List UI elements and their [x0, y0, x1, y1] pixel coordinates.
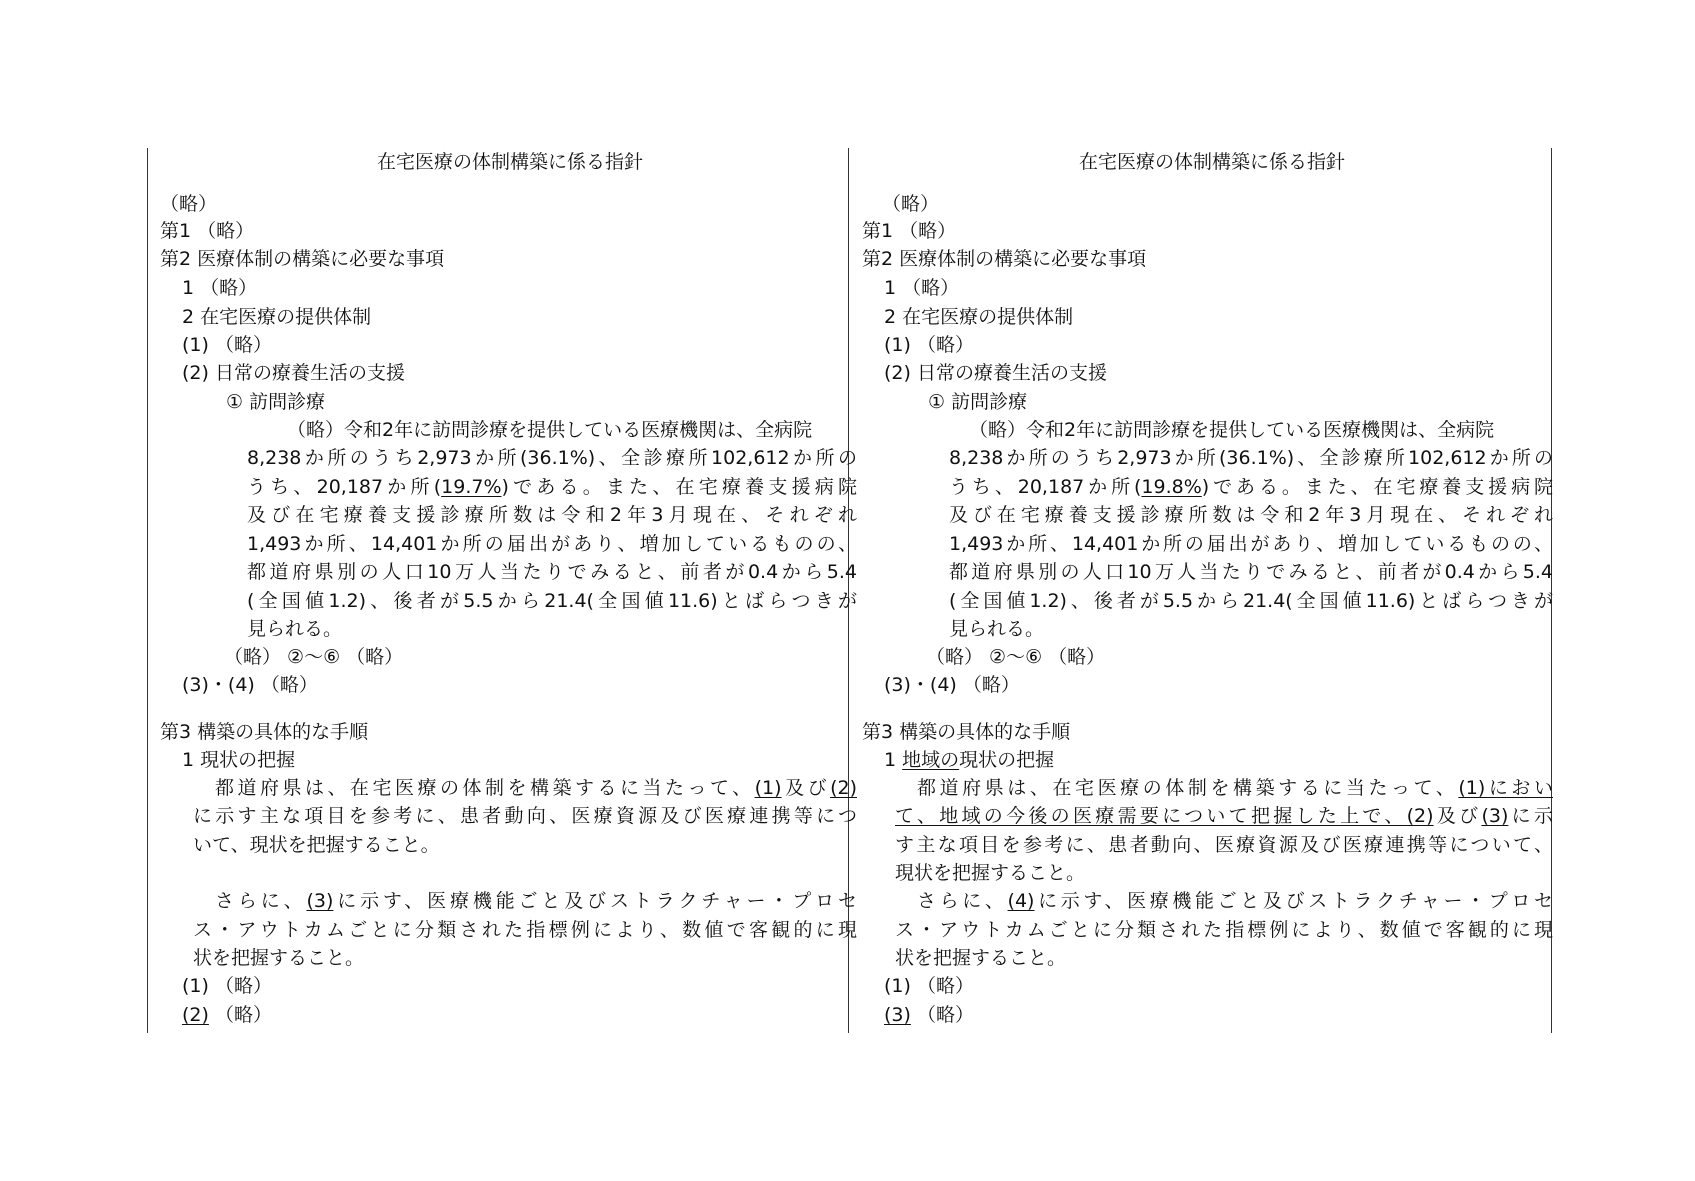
section-1-heading: 第1 （略）	[862, 220, 957, 242]
item-2: (2) 日常の療養生活の支援	[182, 362, 405, 384]
changed-ref: (2)	[1406, 805, 1434, 827]
section-2-heading: 第2 医療体制の構築に必要な事項	[862, 248, 1147, 270]
changed-text: 地域の	[902, 749, 960, 771]
omitted-text: （略）	[160, 193, 218, 215]
subsection-1: 1 （略）	[884, 277, 960, 299]
changed-ref: (3)	[1481, 805, 1509, 827]
paragraph-line: 見られる。	[949, 618, 1045, 640]
changed-ref: (4)	[1007, 890, 1035, 912]
sub-item-1: (1) （略）	[182, 975, 272, 997]
body-line: 状を把握すること。	[193, 947, 365, 969]
changed-value: 19.8%	[1141, 476, 1202, 498]
sub-item-3: (3) （略）	[884, 1004, 974, 1026]
changed-value: 19.7%	[441, 476, 502, 498]
paragraph-line: 1,493か所、14,401か所の届出があり、増加しているものの、	[247, 533, 857, 555]
paragraph-line: 都道府県別の人口10万人当たりでみると、前者が0.4から5.4	[247, 561, 857, 583]
section-1-heading: 第1 （略）	[160, 220, 255, 242]
paragraph-line: （略）令和2年に訪問診療を提供している医療機関は、全病院	[969, 419, 1495, 441]
item-circled-1: ① 訪問診療	[226, 391, 326, 413]
item-2: (2) 日常の療養生活の支援	[884, 362, 1107, 384]
changed-ref: (3)	[306, 890, 334, 912]
omitted-items: （略） ②～⑥ （略）	[224, 646, 404, 668]
paragraph-line: (全国値1.2)、後者が5.5から21.4(全国値11.6)とばらつきが	[949, 590, 1553, 612]
item-1: (1) （略）	[884, 334, 974, 356]
section-3-heading: 第3 構築の具体的な手順	[862, 721, 1071, 743]
paragraph-line: 8,238か所のうち2,973か所(36.1%)、全診療所102,612か所の	[949, 447, 1553, 469]
paragraph-line: 見られる。	[247, 618, 343, 640]
body-line: いて、現状を把握すること。	[193, 834, 440, 856]
paragraph-line: 都道府県別の人口10万人当たりでみると、前者が0.4から5.4	[949, 561, 1553, 583]
sub-item-1: (1) （略）	[884, 975, 974, 997]
changed-ref: (2)	[182, 1004, 209, 1026]
item-3-4: (3)・(4) （略）	[182, 674, 318, 696]
document-title: 在宅医療の体制構築に係る指針	[1078, 151, 1345, 173]
paragraph-line: （略）令和2年に訪問診療を提供している医療機関は、全病院	[287, 419, 813, 441]
body-line: て、地域の今後の医療需要について把握した上で、(2)及び(3)に示	[895, 805, 1553, 827]
changed-text: (1)におい	[1458, 777, 1553, 799]
paragraph-line: うち、20,187か所(19.8%)である。また、在宅療養支援病院	[949, 476, 1553, 498]
item-circled-1: ① 訪問診療	[928, 391, 1028, 413]
body-line: さらに、(4)に示す、医療機能ごと及びストラクチャー・プロセ	[917, 890, 1553, 912]
omitted-items: （略） ②～⑥ （略）	[926, 646, 1106, 668]
sub-item-2: (2) （略）	[182, 1004, 272, 1026]
subsection-2: 2 在宅医療の提供体制	[884, 306, 1074, 328]
changed-ref: (1)	[754, 777, 782, 799]
paragraph-line: 1,493か所、14,401か所の届出があり、増加しているものの、	[949, 533, 1553, 555]
subsection-current-state: 1 地域の現状の把握	[884, 749, 1055, 771]
changed-ref: (2)	[830, 777, 857, 799]
changed-ref: (3)	[884, 1004, 911, 1026]
changed-text: て、地域の今後の医療需要について把握した上で、	[895, 805, 1407, 827]
section-3-heading: 第3 構築の具体的な手順	[160, 721, 369, 743]
body-line: 都道府県は、在宅医療の体制を構築するに当たって、(1)及び(2)	[215, 777, 857, 799]
left-border-line	[147, 148, 148, 1033]
body-line: ス・アウトカムごとに分類された指標例により、数値で客観的に現	[193, 919, 857, 941]
omitted-text: （略）	[882, 193, 940, 215]
paragraph-line: うち、20,187か所(19.7%)である。また、在宅療養支援病院	[247, 476, 857, 498]
subsection-2: 2 在宅医療の提供体制	[182, 306, 372, 328]
paragraph-line: 及び在宅療養支援診療所数は令和2年3月現在、それぞれ	[949, 504, 1553, 526]
paragraph-line: 8,238か所のうち2,973か所(36.1%)、全診療所102,612か所の	[247, 447, 857, 469]
document-title: 在宅医療の体制構築に係る指針	[376, 151, 643, 173]
body-line: す主な項目を参考に、患者動向、医療資源及び医療連携等について、	[895, 834, 1553, 856]
body-line: 都道府県は、在宅医療の体制を構築するに当たって、(1)におい	[917, 777, 1553, 799]
item-3-4: (3)・(4) （略）	[884, 674, 1020, 696]
paragraph-line: (全国値1.2)、後者が5.5から21.4(全国値11.6)とばらつきが	[247, 590, 857, 612]
body-line: に示す主な項目を参考に、患者動向、医療資源及び医療連携等につ	[193, 805, 857, 827]
subsection-current-state: 1 現状の把握	[182, 749, 296, 771]
body-line: 状を把握すること。	[895, 947, 1067, 969]
item-1: (1) （略）	[182, 334, 272, 356]
body-line: さらに、(3)に示す、医療機能ごと及びストラクチャー・プロセ	[215, 890, 857, 912]
subsection-1: 1 （略）	[182, 277, 258, 299]
paragraph-line: 及び在宅療養支援診療所数は令和2年3月現在、それぞれ	[247, 504, 857, 526]
body-line: ス・アウトカムごとに分類された指標例により、数値で客観的に現	[895, 919, 1553, 941]
body-line: 現状を把握すること。	[895, 862, 1086, 884]
section-2-heading: 第2 医療体制の構築に必要な事項	[160, 248, 445, 270]
